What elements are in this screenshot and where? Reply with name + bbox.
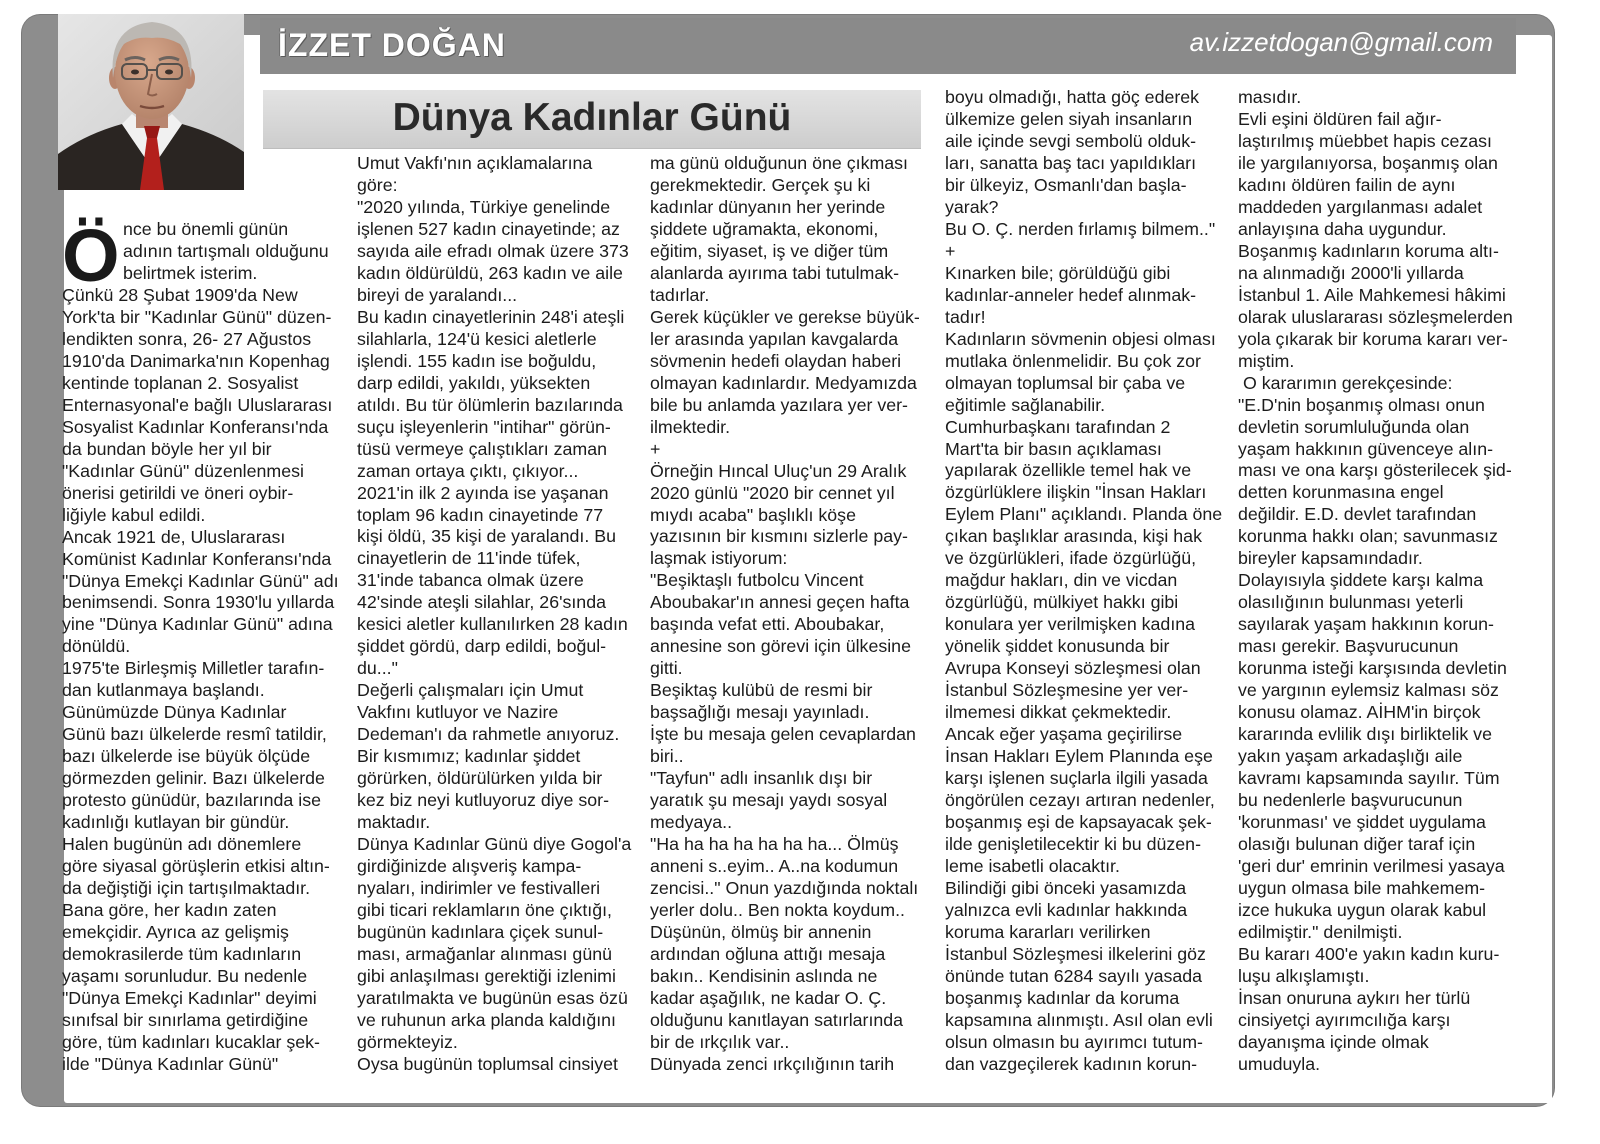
article-text-line: olasılığının bulunması yeterli [1238,592,1464,613]
article-text-line: İstanbul 1. Aile Mahkemesi hâkimi [1238,284,1506,305]
article-text-line: kişi öldü, 35 kişi de yaralandı. Bu [357,526,616,547]
article-text-line: kadını öldüren failin de aynı [1238,174,1456,195]
article-text-line: sövmenin hedefi olaydan haberi [650,350,902,371]
article-text-line: özgürlüklere ilişkin "İnsan Hakları [945,482,1207,503]
article-text-line: dönüldü. [62,636,131,657]
article-text-line: "2020 yılında, Türkiye genelinde [357,196,611,217]
article-text-line: çıkan başlıklar arasında, kişi hak [945,526,1202,547]
article-text-line: du..." [357,658,398,679]
article-text-line: da bundan böyle her yıl bir [62,438,272,459]
article-text-line: yaşam hakkının güvenceye alın- [1238,438,1494,459]
article-text-line: boyu olmadığı, hatta göç ederek [945,87,1200,107]
article-text-line: yaratılmakta ve bugünün esas özü [357,987,628,1008]
article-text-line: toplam 96 kadın cinayetinde 77 [357,504,604,525]
article-text-line: mutlaka önlenmelidir. Bu çok zor [945,350,1201,371]
article-text-line: bakın.. Kendisinin aslında ne [650,965,878,986]
article-text-line: şiddet gördü, darp edildi, boğul- [357,636,607,657]
article-text-line: 2020 günlü "2020 bir cennet yıl [650,482,895,503]
article-text-line: "Tayfun" adlı insanlık dışı bir [650,768,873,789]
article-text-line: sınıfsal bir sınırlama getirdiğine [62,1009,309,1030]
article-text-line: alanlarda ayırıma tabi tutulmak- [650,262,900,283]
article-text-line: olduğunu kanıtlayan satırlarında [650,1009,904,1030]
article-text-line: Ancak eğer yaşama geçirilirse [945,724,1183,745]
article-text-line: zaman ortaya çıktı, çıkıyor... [357,460,579,481]
article-text-line: ması, armağanlar alınması günü [357,943,612,964]
article-text-line: ması gerekir. Başvurucunun [1238,636,1459,657]
article-text-line: edilmiştir." denilmişti. [1238,921,1403,942]
article-text-line: Aboubakar'ın annesi geçen hafta [650,592,910,613]
article-text-line: benimsendi. Sonra 1930'lu yıllarda [62,592,335,613]
article-text-line: Bilindiği gibi önceki yasamızda [945,877,1187,898]
article-text-line: yarak? [945,196,999,217]
article-text-line: Enternasyonal'e bağlı Uluslararası [62,394,333,415]
article-text-line: işlenen 527 kadın cinayetinde; az [357,218,620,239]
article-text-line: Dolayısıyla şiddete karşı kalma [1238,570,1484,591]
article-text-line: mağdur hakları, din ve vicdan [945,570,1178,591]
article-text-line: olarak uluslararası sözleşmelerden [1238,306,1513,327]
article-text-line: 1975'te Birleşmiş Milletler tarafın- [62,658,325,679]
article-text-line: mıydı acaba" başlıklı köşe [650,504,856,525]
article-text-line: yapılarak özellikle temel hak ve [945,460,1192,481]
article-text-line: miştim. [1238,350,1295,371]
article-text-line: yalnızca evli kadınlar hakkında [945,899,1188,920]
article-text-line: görürken, öldürülürken yılda bir [357,768,603,789]
article-text-line: uygun olmasa bile mahkemem- [1238,877,1486,898]
article-text-line: Örneğin Hıncal Uluç'un 29 Aralık [650,460,907,481]
article-text-line: Kınarken bile; görüldüğü gibi [945,262,1171,283]
article-text-line: kadın öldürüldü, 263 kadın ve aile [357,262,623,283]
article-text-line: konulara yer verilmişken kadına [945,614,1196,635]
headline-box [263,90,921,149]
article-text-line: bugünün kadınlara çiçek sunul- [357,921,604,942]
article-text-line: kadınlar dünyanın her yerinde [650,196,886,217]
article-text-line: silahlarla, 124'ü kesici aletlerle [357,328,597,349]
article-text-line: göre, tüm kadınları kucaklar şek- [62,1031,320,1052]
article-text-line: 31'inde tabanca olmak üzere [357,570,584,591]
article-text-line: suçu işleyenlerin "intihar" görün- [357,416,611,437]
article-text-line: İstanbul Sözleşmesine yer ver- [945,680,1189,701]
article-text-line: Eylem Planı" açıklandı. Planda öne [945,504,1223,525]
article-text-line: ilmektedir. [650,416,731,437]
article-text-line: ile yargılanıyorsa, boşanmış olan [1238,152,1498,173]
article-text-line: bireyler kapsamındadır. [1238,548,1423,569]
article-text-line: Dünya Kadınlar Günü diye Gogol'a [357,834,632,855]
article-text-line: tadırlar. [650,284,710,305]
article-text-line: önünde tutan 6284 sayılı yasada [945,965,1203,986]
article-text-line: Avrupa Konseyi sözleşmesi olan [945,658,1201,679]
article-text-line: izce hukuka uygun olarak kabul [1238,899,1487,920]
article-text-line: leme isabetli olacaktır. [945,855,1120,876]
article-text-line: ilmemesi dikkat çekmektedir. [945,702,1172,723]
article-text-line: olmayan kadınlardır. Medyamızda [650,372,917,393]
article-text-line: masıdır. [1238,87,1302,107]
article-text-line: "Kadınlar Günü" düzenlenmesi [62,460,304,481]
article-text-line: ması ve ona karşı gösterilecek şid- [1238,460,1512,481]
article-text-line: nyaları, indirimler ve festivalleri [357,877,601,898]
article-text-line: laştırılmış müebbet hapis cezası [1238,130,1492,151]
article-text-line: Bu kararı 400'e yakın kadın kuru- [1238,943,1500,964]
article-text-line: koruma kararları verilirken [945,921,1151,942]
article-text-line: protesto günüdür, bazılarında ise [62,790,321,811]
article-text-line: na alınmadığı 2000'li yıllarda [1238,262,1464,283]
article-text-line: Düşünün, ölmüş bir annenin [650,921,872,942]
article-text-line: dayanışma içinde olmak [1238,1031,1429,1052]
article-text-line: ve özgürlükleri, ifade özgürlüğü, [945,548,1197,569]
article-text-line: emekçidir. Ayrıca az gelişmiş [62,922,289,942]
article-column-2 [357,153,639,1076]
article-text-line: maktadır. [357,812,431,833]
author-email: av.izzetdogan@gmail.com [1189,27,1493,57]
article-text-line: umuduyla. [1238,1053,1321,1074]
article-text-line: yerler dolu.. Ben nokta koydum.. [650,899,905,920]
article-text-line: Dünyada zenci ırkçılığının tarih [650,1053,895,1074]
article-text-line: ları, sanatta baş tacı yapıldıkları [945,152,1197,173]
article-text-line: nce bu önemli günün [123,219,289,239]
article-text-line: maddeden yargılanması adalet [1238,196,1483,217]
article-text-line: Bana göre, her kadın zaten [62,900,277,921]
article-text-line: Vakfını kutluyor ve Nazire [357,702,559,723]
article-text-line: yine "Dünya Kadınlar Günü" adına [62,614,333,635]
article-text-line: O kararımın gerekçesinde: [1238,372,1453,393]
article-text-line: anlayışına daha uygundur. [1238,218,1447,239]
article-text-line: 1910'da Danimarka'nın Kopenhag [62,350,330,371]
article-text-line: belirtmek isterim. [123,262,258,283]
article-text-line: "Dünya Emekçi Kadınlar Günü" adı [62,570,339,591]
article-text-line: luşu alkışlamıştı. [1238,965,1370,986]
article-text-line: yaratık şu mesajı yaydı sosyal [650,790,888,811]
article-text-line: korunma isteği karşısında devletin [1238,658,1507,679]
article-text-line: kadar aşağılık, ne kadar O. Ç. [650,987,887,1008]
article-column-3 [650,153,932,1076]
article-text-line: da değiştiği için tartışılmaktadır. [62,878,311,899]
article-text-line: 42'sinde ateşli silahlar, 26'sında [357,592,606,613]
article-text-line: + [945,240,956,261]
article-text-line: İnsan Hakları Eylem Planında eşe [945,746,1213,767]
article-column-1 [62,214,342,1076]
article-text-line: atıldı. Bu tür ölümlerin bazılarında [357,394,623,415]
article-text-line: kesici aletler kullanılırken 28 kadın [357,614,628,635]
article-text-line: eğitim, siyaset, iş ve diğer tüm [650,240,889,261]
article-column-4 [945,87,1229,1076]
author-photo [58,14,244,190]
article-text-line: Umut Vakfı'nın açıklamalarına [357,153,593,173]
article-text-line: İstanbul Sözleşmesi ilkelerini göz [945,943,1206,964]
article-text-line: sayılarak yaşam hakkının korun- [1238,614,1494,635]
article-text-line: gitti. [650,658,683,679]
article-text-line: göre siyasal görüşlerin etkisi altın- [62,856,330,877]
article-text-line: zencisi.." Onun yazdığında noktalı [650,877,919,898]
article-text-line: bir de ırkçılık var.. [650,1031,790,1052]
author-name: İZZET DOĞAN [278,27,506,63]
article-text-line: York'ta bir "Kadınlar Günü" düzen- [62,306,332,327]
article-text-line: tüsü vermeye çalıştıkları zaman [357,438,608,459]
article-text-line: yakın yaşam arkadaşlığı aile [1238,746,1463,767]
article-text-line: gibi anlaşılması gerektiği izlenimi [357,965,616,986]
article-column-5 [1238,87,1522,1076]
article-text-line: medyaya.. [650,812,733,833]
article-text-line: Günü bazı ülkelerde resmî tatildir, [62,724,327,745]
article-text-line: "Dünya Emekçi Kadınlar" deyimi [62,987,317,1008]
drop-cap: Ö [62,214,120,297]
article-text-line: "E.D'nin boşanmış olması onun [1238,394,1485,415]
article-text-line: görmekteyiz. [357,1031,458,1052]
article-text-line: adının tartışmalı olduğunu [123,240,329,261]
article-text-line: özgürlüğü, mülkiyet hakkı gibi [945,592,1179,613]
article-text-line: Bu O. Ç. nerden fırlamış bilmem.." [945,218,1216,239]
photo-eye-left [131,70,139,75]
article-text-line: boşanmış kadınlar da koruma [945,987,1180,1008]
article-text-line: dan vazgeçilerek kadının korun- [945,1053,1198,1074]
article-text-line: kez biz neyi kutluyoruz diye sor- [357,790,610,811]
article-text-line: karşı işlenen suçlarla ilgili yasada [945,768,1208,789]
article-text-line: laşmak istiyorum: [650,548,788,569]
article-text-line: tadır! [945,306,986,327]
article-text-line: yaşamı sorunludur. Bu nedenle [62,965,308,986]
article-text-line: korunma hakkı olan; savunmasız [1238,526,1498,547]
article-text-line: görmezden gelinir. Bazı ülkelerde [62,768,325,789]
article-text-line: ilde genişletilecektir ki bu düzen- [945,833,1201,854]
article-text-line: gibi ticari reklamların öne çıktığı, [357,899,612,920]
article-text-line: başında vefat etti. Aboubakar, [650,614,885,635]
article-text-line: 2021'in ilk 2 ayında ise yaşanan [357,482,609,503]
article-text-line: annesine son görevi için ülkesine [650,636,911,657]
article-text-line: Bir kısmımız; kadınlar şiddet [357,746,581,767]
article-text-line: konusu olamaz. AİHM'in birçok [1238,702,1481,723]
article-text-line: İnsan onuruna aykırı her türlü [1238,987,1471,1008]
article-text-line: başsağlığı mesajı yayınladı. [650,702,870,723]
article-text-line: 'geri dur' emrinin verilmesi yasaya [1238,855,1505,876]
article-text-line: Gerek küçükler ve gerekse büyük- [650,306,920,327]
article-text-line: İşte bu mesaja gelen cevaplardan [650,724,916,745]
article-text-line: bile bu anlamda yazılara yer ver- [650,394,908,415]
article-text-line: "Beşiktaşlı futbolcu Vincent [650,570,864,591]
article-text-line: bir ülkeyiz, Osmanlı'dan başla- [945,174,1187,195]
article-text-line: ler arasında yapılan kavgalarda [650,328,899,349]
article-text-line: Değerli çalışmaları için Umut [357,680,584,701]
article-text-line: Sosyalist Kadınlar Konferansı'nda [62,416,329,437]
article-text-line: kavramı kapsamında sayılır. Tüm [1238,768,1500,789]
article-text-line: Evli eşini öldüren fail ağır- [1238,108,1442,129]
article-text-line: Mart'ta bir basın açıklaması [945,438,1162,459]
article-text-line: olmayan toplumsal bir çaba ve [945,372,1186,393]
article-text-line: lendikten sonra, 26- 27 Ağustos [62,328,312,349]
article-text-line: yola çıkarak bir koruma kararı ver- [1238,328,1508,349]
article-text-line: dan kutlanmaya başlandı. [62,680,265,701]
article-text-line: 'korunması' ve şiddet uygulama [1238,811,1486,832]
article-text-line: ve ruhunun arka planda kaldığını [357,1009,617,1030]
article-text-line: Ancak 1921 de, Uluslararası [62,526,286,547]
article-text-line: devletin sorumluluğunda olan [1238,416,1470,437]
article-text-line: cinayetlerin de 11'inde tüfek, [357,548,581,569]
article-text-line: şiddete uğramakta, ekonomi, [650,218,879,239]
article-text-line: gerekmektedir. Gerçek şu ki [650,174,871,195]
article-text-line: aile içinde sevgi sembolü olduk- [945,130,1197,151]
byline-header-bar [260,18,1516,74]
article-text-line: olsun olmasın bu ayırımcı tutum- [945,1031,1203,1052]
article-text-line: girdiğinizde alışveriş kampa- [357,856,582,876]
article-text-line: Dedeman'ı da rahmetle anıyoruz. [357,724,620,745]
article-text-line: liğiyle kabul edildi. [62,504,206,525]
article-text-line: anneni s..eyim.. A..na kodumun [650,856,899,876]
article-text-line: sayıda aile efradı olmak üzere 373 [357,240,629,261]
article-text-line: olasığı bulunan diğer taraf için [1238,833,1476,854]
article-text-line: darp edildi, yakıldı, yüksekten [357,372,591,393]
article-text-line: kadınlığı kutlayan bir gündür. [62,812,290,833]
article-text-line: Cumhurbaşkanı tarafından 2 [945,416,1171,437]
article-text-line: kentinde toplanan 2. Sosyalist [62,372,299,393]
article-text-line: ilde "Dünya Kadınlar Günü" [62,1053,279,1074]
article-text-line: Komünist Kadınlar Konferansı'nda [62,548,332,569]
article-text-line: ma günü olduğunun öne çıkması [650,153,909,173]
article-text-line: bireyi de yaralandı... [357,284,518,305]
article-text-line: Boşanmış kadınların koruma altı- [1238,240,1499,261]
article-text-line: Kadınların sövmenin objesi olması [945,328,1216,349]
article-text-line: yönelik şiddet konusunda bir [945,636,1170,657]
article-text-line: kapsamına alınmıştı. Asıl olan evli [945,1009,1213,1030]
article-text-line: biri.. [650,746,684,767]
article-text-line: Çünkü 28 Şubat 1909'da New [62,284,298,305]
article-text-line: öngörülen cezayı artıran nedenler, [945,790,1215,810]
article-text-line: Oysa bugünün toplumsal cinsiyet [357,1053,618,1074]
article-text-line: Bu kadın cinayetlerinin 248'i ateşli [357,306,625,327]
article-text-line: Halen bugünün adı dönemlere [62,834,302,855]
article-text-line: işlendi. 155 kadın ise boğuldu, [357,350,597,371]
article-text-line: kadınlar-anneler hedef alınmak- [945,284,1197,305]
photo-eye-right [165,70,173,75]
article-text-line: eğitimle sağlanabilir. [945,394,1106,415]
article-text-line: detten korunmasına engel [1238,482,1444,503]
article-text-line: cinsiyetçi ayırımcılığa karşı [1238,1009,1451,1030]
article-text-line: demokrasilerde tüm kadınların [62,943,302,964]
article-text-line: ülkemize gelen siyah insanların [945,108,1193,129]
article-text-line: boşanmış eşi de kapsayacak şek- [945,811,1212,832]
article-text-line: ve yargının eylemsiz kalması söz [1238,680,1499,701]
article-text-line: "Ha ha ha ha ha ha ha... Ölmüş [650,834,899,855]
article-text-line: Beşiktaş kulübü de resmi bir [650,680,873,701]
article-text-line: ardından oğluna attığı mesaja [650,943,886,964]
article-text-line: bazı ülkelerde ise büyük ölçüde [62,746,311,767]
article-text-line: kararında evlilik dışı birliktelik ve [1238,724,1492,745]
article-text-line: Günümüzde Dünya Kadınlar [62,702,287,723]
article-headline: Dünya Kadınlar Günü [392,96,792,139]
article-text-line: göre: [357,174,398,195]
article-text-line: yazısının bir kısmını sizlerle pay- [650,526,908,547]
article-text-line: bu nedenlerle başvurucunun [1238,790,1463,810]
article-text-line: + [650,438,661,459]
article-text-line: önerisi getirildi ve öneri oybir- [62,482,294,503]
article-text-line: değildir. E.D. devlet tarafından [1238,504,1477,525]
